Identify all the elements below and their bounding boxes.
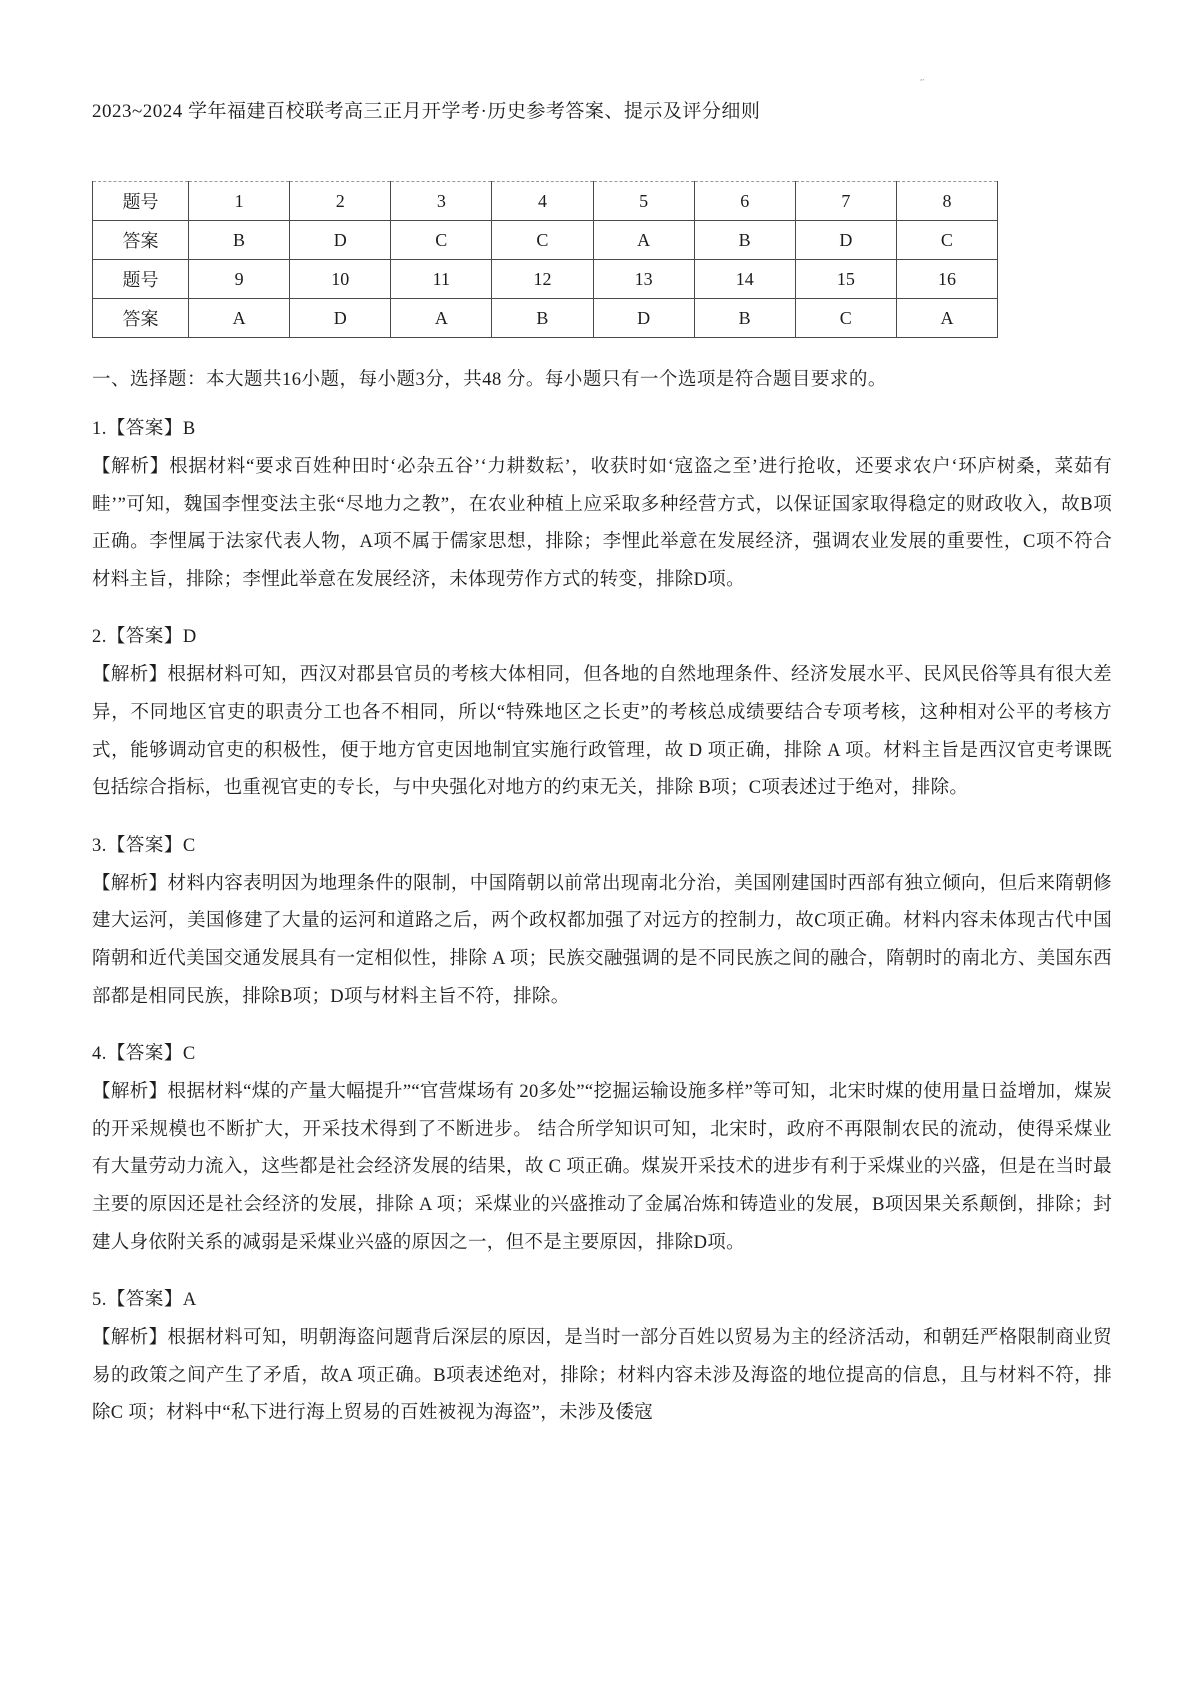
stray-mark: ˶ [920,70,925,85]
table-row [93,260,998,299]
table-cell: A [391,299,492,338]
table-cell: C [492,221,593,260]
table-cell: B [694,299,795,338]
answer-label: 2.【答案】D [92,627,197,648]
table-cell: B [189,221,290,260]
table-cell: D [290,299,391,338]
table-cell: A [189,299,290,338]
table-cell: 15 [795,260,896,299]
answer-item-5 [92,1285,1112,1433]
table-cell: 8 [896,182,997,221]
table-cell: 1 [189,182,290,221]
answer-item-4 [92,1039,1112,1262]
table-cell: C [391,221,492,260]
table-cell: 7 [795,182,896,221]
explanation-text: 【解析】根据材料可知，明朝海盗问题背后深层的原因，是当时一部分百姓以贸易为主的经济活动，和朝廷严格限制商业贸易的政策之间产生了矛盾，故A 项正确。B项表述绝对，排除；材料内容未涉及海盗的地位提高的信息，且与材料不符，排除C 项；材料中“私下进行海上贸易的百姓被视为海盗”，未涉及倭寇 [92,1328,1112,1424]
table-row [93,182,998,221]
explanation-text: 【解析】材料内容表明因为地理条件的限制，中国隋朝以前常出现南北分治，美国刚建国时西部有独立倾向，但后来隋朝修建大运河，美国修建了大量的运河和道路之后，两个政权都加强了对远方的控制力，故C项正确。材料内容未体现古代中国隋朝和近代美国交通发展具有一定相似性，排除 A 项；民族交融强调的是不同民族之间的融合，隋朝时的南北方、美国东西部都是相同民族，排除B项；D项与材料主旨不符，排除。 [92,873,1112,1007]
table-cell: 11 [391,260,492,299]
table-row [93,299,998,338]
table-cell: B [492,299,593,338]
table-cell: D [290,221,391,260]
table-cell: 4 [492,182,593,221]
row-header: 答案 [93,299,189,338]
table-cell: 5 [593,182,694,221]
table-cell: 3 [391,182,492,221]
explanation-text: 【解析】根据材料可知，西汉对郡县官员的考核大体相同，但各地的自然地理条件、经济发展水平、民风民俗等具有很大差异，不同地区官吏的职责分工也各不相同，所以“特殊地区之长吏”的考核总成绩要结合专项考核，这种相对公平的考核方式，能够调动官吏的积极性，便于地方官吏因地制宜实施行政管理，故 D 项正确，排除 A 项。材料主旨是西汉官吏考课既包括综合指标，也重视官吏的专长，与中央强化对地方的约束无关，排除 B项；C项表述过于绝对，排除。 [92,665,1112,799]
row-header: 答案 [93,221,189,260]
answer-label: 5.【答案】A [92,1290,197,1311]
explanation-text: 【解析】根据材料“要求百姓种田时‘必杂五谷’‘力耕数耘’，收获时如‘寇盗之至’进行抢收，还要求农户‘环庐树桑，菜茹有畦’”可知，魏国李悝变法主张“尽地力之教”，在农业种植上应采取多种经营方式，以保证国家取得稳定的财政收入，故B项正确。李悝属于法家代表人物，A项不属于儒家思想，排除；李悝此举意在发展经济，强调农业发展的重要性，C项不符合材料主旨，排除；李悝此举意在发展经济，未体现劳作方式的转变，排除D项。 [92,457,1112,590]
answer-item-1 [92,414,1112,599]
document-title: 2023~2024 学年福建百校联考高三正月开学考·历史参考答案、提示及评分细则 [92,101,761,122]
table-cell: 6 [694,182,795,221]
explanation-text: 【解析】根据材料“煤的产量大幅提升”“官营煤场有 20多处”“挖掘运输设施多样”等可知，北宋时煤的使用量日益增加，煤炭的开采规模也不断扩大，开采技术得到了不断进步。 结合所学知识可知，北宋时，政府不再限制农民的流动，使得采煤业有大量劳动力流入，这些都是社会经济发展的结果，故 C 项正确。煤炭开采技术的进步有利于采煤业的兴盛，但是在当时最主要的原因还是社会经济的发展，排除 A 项；采煤业的兴盛推动了金属冶炼和铸造业的发展，B项因果关系颠倒，排除；封建人身依附关系的减弱是采煤业兴盛的原因之一，但不是主要原因，排除D项。 [92,1082,1112,1253]
row-header: 题号 [93,182,189,221]
table-cell: 9 [189,260,290,299]
table-cell: 16 [896,260,997,299]
answer-label: 3.【答案】C [92,835,196,856]
table-cell: A [593,221,694,260]
table-cell: D [593,299,694,338]
answer-label: 4.【答案】C [92,1044,196,1065]
table-cell: C [896,221,997,260]
table-cell: C [795,299,896,338]
table-cell: D [795,221,896,260]
answer-label: 1.【答案】B [92,419,196,439]
table-cell: A [896,299,997,338]
table-cell: 2 [290,182,391,221]
table-cell: 10 [290,260,391,299]
answer-item-2 [92,622,1112,807]
table-cell: B [694,221,795,260]
answer-key-table [92,181,998,338]
section-heading: 一、选择题：本大题共16小题，每小题3分，共48 分。每小题只有一个选项是符合题目要求的。 [92,370,887,390]
row-header: 题号 [93,260,189,299]
table-row [93,221,998,260]
table-cell: 14 [694,260,795,299]
answer-item-3 [92,831,1112,1016]
table-cell: 12 [492,260,593,299]
table-cell: 13 [593,260,694,299]
